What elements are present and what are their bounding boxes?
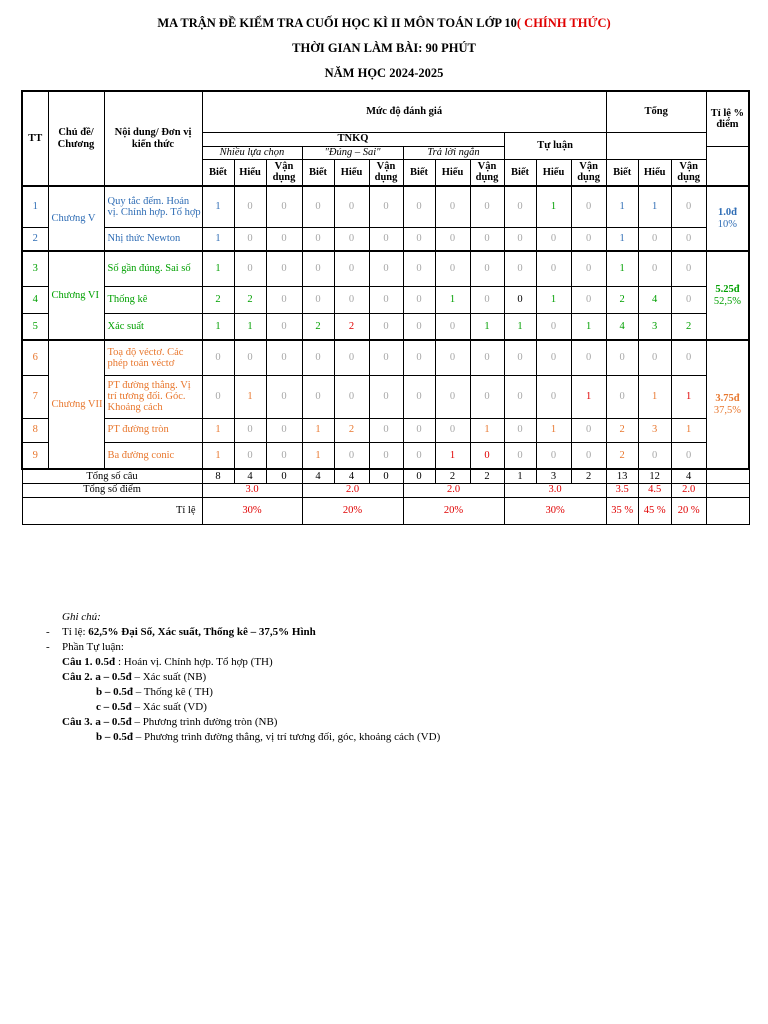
matrix-cell: 0 bbox=[571, 251, 606, 286]
matrix-cell: 1 bbox=[504, 313, 536, 340]
matrix-cell: 0 bbox=[435, 227, 470, 251]
content-unit: Ba đường conic bbox=[104, 442, 202, 469]
header-tnkq: TNKQ bbox=[202, 132, 504, 146]
table-row bbox=[22, 227, 749, 251]
table-row bbox=[22, 375, 749, 418]
matrix-cell: 1 bbox=[202, 418, 234, 442]
header-level: Mức độ đánh giá bbox=[202, 91, 606, 132]
matrix-cell: 0 bbox=[234, 340, 266, 375]
school-year: NĂM HỌC 2024-2025 bbox=[324, 66, 444, 80]
matrix-cell: 0 bbox=[606, 375, 638, 418]
row-number: 5 bbox=[22, 313, 48, 340]
ratio-apply: 20 % bbox=[671, 497, 706, 524]
matrix-cell: 0 bbox=[536, 227, 571, 251]
matrix-cell: 1 bbox=[435, 286, 470, 313]
total-questions-label: Tổng số câu bbox=[22, 469, 202, 483]
points-short: 2.0 bbox=[403, 483, 504, 497]
matrix-cell: 1 bbox=[234, 375, 266, 418]
document-title: MA TRẬN ĐỀ KIỂM TRA CUỐI HỌC KÌ II MÔN TOÁN LỚP 10( CHÍNH THỨC) bbox=[157, 16, 611, 30]
matrix-cell: 0 bbox=[571, 186, 606, 227]
header-understand-1: Hiểu bbox=[234, 159, 266, 186]
matrix-cell: 0 bbox=[369, 375, 403, 418]
matrix-cell: 2 bbox=[302, 313, 334, 340]
matrix-cell: 0 bbox=[435, 186, 470, 227]
matrix-cell: 0 bbox=[504, 227, 536, 251]
ratio-label: Tỉ lệ bbox=[22, 497, 202, 524]
matrix-cell: 1 bbox=[302, 442, 334, 469]
note-q2a: Câu 2. a – 0.5đ – Xác suất (NB) bbox=[62, 671, 207, 683]
matrix-cell: 0 bbox=[202, 340, 234, 375]
header-total-blank bbox=[606, 132, 706, 159]
matrix-cell: 0 bbox=[234, 251, 266, 286]
total-q-2: 4 bbox=[234, 469, 266, 483]
matrix-cell: 0 bbox=[470, 227, 504, 251]
header-ratio: Tỉ lệ % điểm bbox=[706, 91, 749, 146]
matrix-cell: 0 bbox=[504, 375, 536, 418]
note-q3a: Câu 3. a – 0.5đ – Phương trình đường tròn (NB) bbox=[62, 716, 278, 728]
table-row bbox=[22, 442, 749, 469]
matrix-cell: 0 bbox=[403, 227, 435, 251]
matrix-cell: 1 bbox=[606, 227, 638, 251]
row-number: 4 bbox=[22, 286, 48, 313]
matrix-cell: 0 bbox=[369, 340, 403, 375]
matrix-cell: 0 bbox=[266, 375, 302, 418]
exam-duration: THỜI GIAN LÀM BÀI: 90 PHÚT bbox=[292, 41, 476, 55]
matrix-cell: 0 bbox=[435, 251, 470, 286]
matrix-cell: 0 bbox=[334, 286, 369, 313]
header-essay: Tự luận bbox=[504, 132, 606, 159]
matrix-cell: 0 bbox=[334, 251, 369, 286]
ratio-tf: 20% bbox=[302, 497, 403, 524]
matrix-cell: 1 bbox=[202, 227, 234, 251]
matrix-cell: 0 bbox=[504, 442, 536, 469]
matrix-cell: 0 bbox=[536, 442, 571, 469]
total-q-11: 3 bbox=[536, 469, 571, 483]
matrix-cell: 1 bbox=[202, 186, 234, 227]
matrix-cell: 0 bbox=[369, 286, 403, 313]
matrix-cell: 0 bbox=[638, 340, 671, 375]
matrix-cell: 2 bbox=[606, 286, 638, 313]
matrix-cell: 0 bbox=[435, 375, 470, 418]
matrix-cell: 0 bbox=[403, 251, 435, 286]
chapter-name: Chương VI bbox=[48, 251, 104, 340]
matrix-cell: 0 bbox=[369, 313, 403, 340]
ratio-blank bbox=[706, 497, 749, 524]
matrix-cell: 1 bbox=[470, 313, 504, 340]
matrix-cell: 1 bbox=[671, 375, 706, 418]
header-know-4: Biết bbox=[504, 159, 536, 186]
chapter-score bbox=[706, 340, 749, 469]
total-points-label: Tổng số điểm bbox=[22, 483, 202, 497]
total-q-15: 4 bbox=[671, 469, 706, 483]
ratio-know: 35 % bbox=[606, 497, 638, 524]
note-ratio: - Tỉ lệ: 62,5% Đại Số, Xác suất, Thống kê – 37,5% Hình bbox=[46, 626, 316, 638]
header-understand-2: Hiểu bbox=[334, 159, 369, 186]
matrix-cell: 0 bbox=[403, 286, 435, 313]
matrix-cell: 0 bbox=[435, 313, 470, 340]
matrix-cell: 3 bbox=[638, 418, 671, 442]
header-apply-3: Vận dụng bbox=[470, 159, 504, 186]
matrix-cell: 0 bbox=[571, 340, 606, 375]
matrix-cell: 1 bbox=[302, 418, 334, 442]
table-row bbox=[22, 286, 749, 313]
matrix-cell: 0 bbox=[470, 340, 504, 375]
matrix-cell: 0 bbox=[202, 375, 234, 418]
header-apply-1: Vận dụng bbox=[266, 159, 302, 186]
chapter-score-percent: 10% bbox=[717, 218, 738, 230]
total-questions-row bbox=[22, 469, 749, 483]
matrix-cell: 0 bbox=[234, 442, 266, 469]
header-understand-4: Hiểu bbox=[536, 159, 571, 186]
note-q3b: b – 0.5đ – Phương trình đường thẳng, vị trí tương đối, góc, khoảng cách (VD) bbox=[96, 731, 441, 743]
points-blank bbox=[706, 483, 749, 497]
row-number: 8 bbox=[22, 418, 48, 442]
ratio-essay: 30% bbox=[504, 497, 606, 524]
matrix-cell: 1 bbox=[202, 313, 234, 340]
header-chapter: Chủ đề/ Chương bbox=[48, 91, 104, 186]
chapter-score-value: 3.75đ bbox=[715, 393, 740, 405]
total-q-blank bbox=[706, 469, 749, 483]
matrix-cell: 0 bbox=[671, 186, 706, 227]
matrix-cell: 0 bbox=[334, 442, 369, 469]
matrix-cell: 0 bbox=[266, 251, 302, 286]
total-q-6: 0 bbox=[369, 469, 403, 483]
note-essay: - Phần Tự luận: bbox=[46, 641, 124, 653]
matrix-cell: 0 bbox=[302, 251, 334, 286]
matrix-cell: 1 bbox=[571, 313, 606, 340]
note-q1: Câu 1. 0.5đ : Hoán vị. Chỉnh hợp. Tổ hợp (TH) bbox=[62, 656, 273, 668]
matrix-cell: 1 bbox=[606, 251, 638, 286]
matrix-cell: 0 bbox=[302, 186, 334, 227]
matrix-cell: 0 bbox=[234, 227, 266, 251]
notes-section bbox=[46, 610, 440, 745]
matrix-cell: 0 bbox=[638, 442, 671, 469]
matrix-cell: 3 bbox=[638, 313, 671, 340]
header-know-3: Biết bbox=[403, 159, 435, 186]
matrix-cell: 0 bbox=[671, 251, 706, 286]
matrix-cell: 0 bbox=[369, 418, 403, 442]
header-apply-5: Vận dụng bbox=[671, 159, 706, 186]
matrix-cell: 0 bbox=[571, 286, 606, 313]
matrix-cell: 1 bbox=[671, 418, 706, 442]
matrix-cell: 1 bbox=[536, 286, 571, 313]
header-know-2: Biết bbox=[302, 159, 334, 186]
matrix-cell: 0 bbox=[369, 251, 403, 286]
matrix-cell: 0 bbox=[671, 227, 706, 251]
matrix-cell: 1 bbox=[536, 418, 571, 442]
matrix-cell: 0 bbox=[266, 286, 302, 313]
header-short-answer: Trả lời ngắn bbox=[403, 146, 504, 159]
matrix-cell: 0 bbox=[403, 442, 435, 469]
matrix-cell: 0 bbox=[403, 340, 435, 375]
chapter-name: Chương V bbox=[48, 186, 104, 251]
content-unit: Quy tắc đếm. Hoán vị. Chỉnh hợp. Tổ hợp bbox=[104, 186, 202, 227]
matrix-cell: 0 bbox=[403, 186, 435, 227]
matrix-cell: 0 bbox=[536, 375, 571, 418]
note-q2b: b – 0.5đ – Thống kê ( TH) bbox=[96, 686, 213, 698]
matrix-cell: 1 bbox=[571, 375, 606, 418]
matrix-cell: 1 bbox=[638, 375, 671, 418]
matrix-cell: 0 bbox=[302, 375, 334, 418]
chapter-score bbox=[706, 186, 749, 251]
ratio-short: 20% bbox=[403, 497, 504, 524]
matrix-cell: 0 bbox=[470, 286, 504, 313]
notes-title: Ghi chú: bbox=[62, 611, 101, 623]
matrix-cell: 0 bbox=[266, 340, 302, 375]
chapter-score-percent: 37,5% bbox=[713, 404, 741, 416]
total-q-10: 1 bbox=[504, 469, 536, 483]
matrix-cell: 1 bbox=[638, 186, 671, 227]
total-q-14: 12 bbox=[638, 469, 671, 483]
matrix-cell: 0 bbox=[504, 340, 536, 375]
matrix-cell: 0 bbox=[266, 418, 302, 442]
header-apply-4: Vận dụng bbox=[571, 159, 606, 186]
table-row bbox=[22, 251, 749, 286]
table-row bbox=[22, 313, 749, 340]
matrix-cell: 0 bbox=[470, 186, 504, 227]
header-true-false: "Đúng – Sai" bbox=[302, 146, 403, 159]
total-q-7: 0 bbox=[403, 469, 435, 483]
matrix-cell: 0 bbox=[504, 251, 536, 286]
matrix-cell: 0 bbox=[470, 442, 504, 469]
matrix-cell: 0 bbox=[403, 418, 435, 442]
total-q-1: 8 bbox=[202, 469, 234, 483]
official-tag: ( CHÍNH THỨC) bbox=[516, 16, 611, 30]
matrix-cell: 0 bbox=[369, 227, 403, 251]
matrix-cell: 1 bbox=[202, 251, 234, 286]
content-unit: Thống kê bbox=[104, 286, 202, 313]
matrix-cell: 0 bbox=[334, 227, 369, 251]
matrix-cell: 4 bbox=[606, 313, 638, 340]
table-row bbox=[22, 418, 749, 442]
row-number: 7 bbox=[22, 375, 48, 418]
note-q2c: c – 0.5đ – Xác suất (VD) bbox=[96, 701, 207, 713]
matrix-cell: 0 bbox=[302, 340, 334, 375]
total-q-5: 4 bbox=[334, 469, 369, 483]
row-number: 1 bbox=[22, 186, 48, 227]
ratio-mc: 30% bbox=[202, 497, 302, 524]
total-q-3: 0 bbox=[266, 469, 302, 483]
matrix-cell: 0 bbox=[470, 251, 504, 286]
matrix-cell: 0 bbox=[266, 442, 302, 469]
matrix-cell: 2 bbox=[334, 313, 369, 340]
matrix-cell: 0 bbox=[302, 227, 334, 251]
matrix-cell: 0 bbox=[504, 418, 536, 442]
table-row bbox=[22, 186, 749, 227]
header-know-5: Biết bbox=[606, 159, 638, 186]
header-understand-5: Hiểu bbox=[638, 159, 671, 186]
matrix-cell: 0 bbox=[671, 286, 706, 313]
total-points-row bbox=[22, 483, 749, 497]
matrix-cell: 0 bbox=[536, 313, 571, 340]
matrix-cell: 0 bbox=[671, 340, 706, 375]
matrix-cell: 0 bbox=[334, 340, 369, 375]
table-row bbox=[22, 340, 749, 375]
matrix-cell: 2 bbox=[671, 313, 706, 340]
header-apply-2: Vận dụng bbox=[369, 159, 403, 186]
row-number: 9 bbox=[22, 442, 48, 469]
header-ratio-blank bbox=[706, 146, 749, 186]
chapter-score-value: 1.0đ bbox=[717, 207, 737, 219]
matrix-cell: 0 bbox=[435, 340, 470, 375]
matrix-cell: 0 bbox=[334, 375, 369, 418]
matrix-cell: 0 bbox=[435, 418, 470, 442]
points-apply: 2.0 bbox=[671, 483, 706, 497]
header-know-1: Biết bbox=[202, 159, 234, 186]
matrix-cell: 0 bbox=[470, 375, 504, 418]
matrix-cell: 0 bbox=[536, 251, 571, 286]
matrix-cell: 0 bbox=[671, 442, 706, 469]
matrix-cell: 1 bbox=[202, 442, 234, 469]
matrix-cell: 0 bbox=[369, 186, 403, 227]
matrix-cell: 0 bbox=[266, 227, 302, 251]
chapter-name: Chương VII bbox=[48, 340, 104, 469]
matrix-cell: 0 bbox=[302, 286, 334, 313]
matrix-cell: 0 bbox=[504, 186, 536, 227]
matrix-cell: 4 bbox=[638, 286, 671, 313]
matrix-cell: 0 bbox=[266, 186, 302, 227]
total-q-4: 4 bbox=[302, 469, 334, 483]
row-number: 6 bbox=[22, 340, 48, 375]
matrix-cell: 0 bbox=[638, 227, 671, 251]
matrix-cell: 0 bbox=[571, 418, 606, 442]
matrix-cell: 2 bbox=[334, 418, 369, 442]
header-multiple-choice: Nhiều lựa chọn bbox=[202, 146, 302, 159]
matrix-cell: 0 bbox=[403, 313, 435, 340]
matrix-cell: 0 bbox=[571, 442, 606, 469]
matrix-cell: 1 bbox=[606, 186, 638, 227]
header-tt: TT bbox=[22, 91, 48, 186]
ratio-understand: 45 % bbox=[638, 497, 671, 524]
content-unit: Toạ độ véctơ. Các phép toán véctơ bbox=[104, 340, 202, 375]
header-understand-3: Hiểu bbox=[435, 159, 470, 186]
matrix-cell: 0 bbox=[571, 227, 606, 251]
ratio-row bbox=[22, 497, 749, 524]
header-content: Nội dung/ Đơn vị kiến thức bbox=[104, 91, 202, 186]
matrix-cell: 0 bbox=[504, 286, 536, 313]
total-q-8: 2 bbox=[435, 469, 470, 483]
matrix-cell: 2 bbox=[606, 418, 638, 442]
points-understand: 4.5 bbox=[638, 483, 671, 497]
matrix-cell: 0 bbox=[403, 375, 435, 418]
header-total: Tổng bbox=[606, 91, 706, 132]
total-q-9: 2 bbox=[470, 469, 504, 483]
row-number: 3 bbox=[22, 251, 48, 286]
content-unit: Nhị thức Newton bbox=[104, 227, 202, 251]
matrix-cell: 1 bbox=[234, 313, 266, 340]
total-q-12: 2 bbox=[571, 469, 606, 483]
matrix-cell: 0 bbox=[234, 186, 266, 227]
content-unit: PT đường thẳng. Vị trí tương đối. Góc. Khoảng cách bbox=[104, 375, 202, 418]
matrix-cell: 0 bbox=[334, 186, 369, 227]
points-mc: 3.0 bbox=[202, 483, 302, 497]
content-unit: Xác suất bbox=[104, 313, 202, 340]
content-unit: PT đường tròn bbox=[104, 418, 202, 442]
total-q-13: 13 bbox=[606, 469, 638, 483]
chapter-score-percent: 52,5% bbox=[713, 295, 741, 307]
matrix-cell: 0 bbox=[369, 442, 403, 469]
matrix-cell: 2 bbox=[234, 286, 266, 313]
matrix-cell: 0 bbox=[234, 418, 266, 442]
matrix-cell: 1 bbox=[536, 186, 571, 227]
points-tf: 2.0 bbox=[302, 483, 403, 497]
chapter-score-value: 5.25đ bbox=[715, 284, 740, 296]
exam-matrix-table bbox=[21, 90, 750, 525]
matrix-cell: 2 bbox=[606, 442, 638, 469]
matrix-cell: 0 bbox=[266, 313, 302, 340]
row-number: 2 bbox=[22, 227, 48, 251]
points-essay: 3.0 bbox=[504, 483, 606, 497]
matrix-cell: 1 bbox=[470, 418, 504, 442]
matrix-cell: 1 bbox=[435, 442, 470, 469]
content-unit: Số gần đúng. Sai số bbox=[104, 251, 202, 286]
chapter-score bbox=[706, 251, 749, 340]
matrix-cell: 0 bbox=[638, 251, 671, 286]
matrix-cell: 0 bbox=[606, 340, 638, 375]
points-know: 3.5 bbox=[606, 483, 638, 497]
matrix-cell: 0 bbox=[536, 340, 571, 375]
matrix-cell: 2 bbox=[202, 286, 234, 313]
